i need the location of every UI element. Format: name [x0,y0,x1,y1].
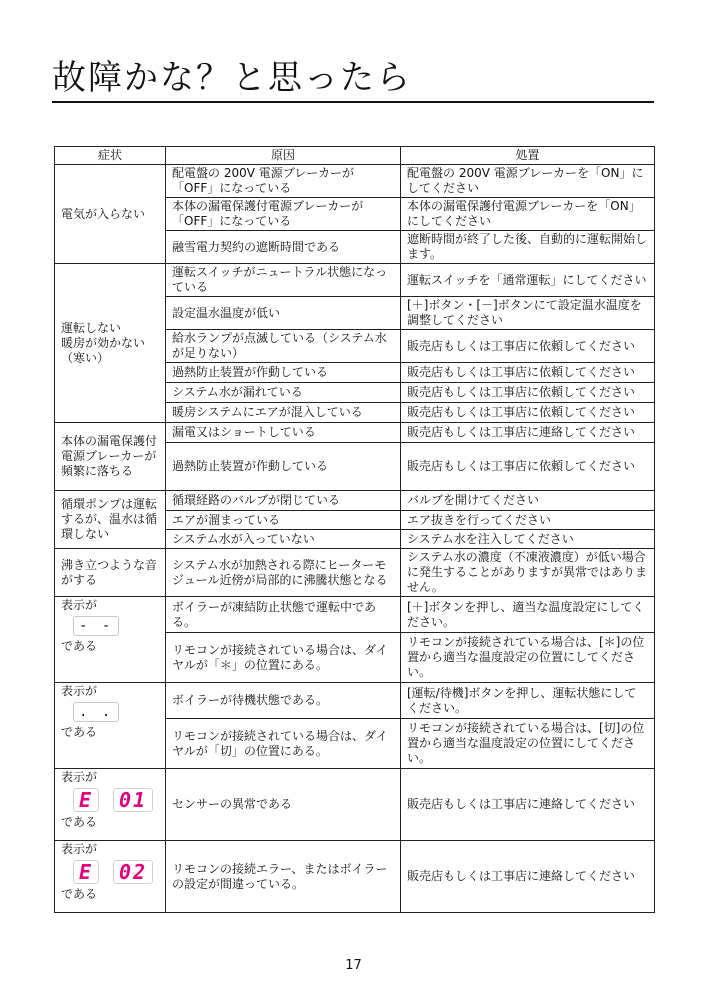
cause-cell: 融雪電力契約の遮断時間である [166,231,401,264]
symptom-suffix: である [61,725,98,739]
cause-cell: 過熱防止装置が作動している [166,443,401,491]
remedy-cell: 運転スイッチを「通常運転」にしてください [401,264,655,297]
remedy-cell: 配電盤の 200V 電源ブレーカーを「ON」にしてください [401,165,655,198]
remedy-cell: 本体の漏電保護付電源ブレーカーを「ON」にしてください [401,198,655,231]
table-row [55,165,655,198]
table-row [55,423,655,443]
header-remedy: 処置 [401,147,655,165]
remedy-cell: 販売店もしくは工事店に依頼してください [401,330,655,363]
cause-cell: 漏電又はショートしている [166,423,401,443]
error-display-e02 [61,857,159,887]
remedy-cell: 販売店もしくは工事店に依頼してください [401,383,655,403]
remedy-cell: 販売店もしくは工事店に依頼してください [401,443,655,491]
symptom-suffix: である [61,815,98,829]
symptom-prefix: 表示が [61,598,98,612]
remedy-cell: [＋]ボタン・[－]ボタンにて設定温水温度を調整してください [401,297,655,330]
cause-cell: リモコンが接続されている場合は、ダイヤルが「切」の位置にある。 [166,719,401,769]
cause-cell: ボイラーが凍結防止状態で運転中である。 [166,597,401,633]
remedy-cell: 販売店もしくは工事店に連絡してください [401,423,655,443]
remedy-cell: エア抜きを行ってください [401,511,655,530]
cause-cell: ボイラーが待機状態である。 [166,683,401,719]
symptom-cell [55,683,166,769]
page-title: 故障かな？と思ったら [52,58,412,98]
table-row [55,683,655,719]
remedy-cell: システム水を注入してください [401,530,655,549]
remedy-cell: [運転/待機]ボタンを押し、運転状態にしてください。 [401,683,655,719]
symptom-cell: 本体の漏電保護付電源ブレーカーが頻繁に落ちる [55,423,166,491]
table-row [55,597,655,633]
symptom-cell [55,769,166,841]
title-underline [52,101,654,103]
display-e-icon: E [73,788,99,812]
symptom-cell [55,841,166,913]
display-code-icon: 02 [113,860,153,884]
remedy-cell: 販売店もしくは工事店に依頼してください [401,403,655,423]
cause-cell: センサーの異常である [166,769,401,841]
remedy-cell: 販売店もしくは工事店に連絡してください [401,841,655,913]
symptom-cell [55,597,166,683]
cause-cell: リモコンが接続されている場合は、ダイヤルが「＊」の位置にある。 [166,633,401,683]
remedy-cell: バルブを開けてください [401,491,655,511]
symptom-cell: 沸き立つような音がする [55,549,166,597]
cause-cell: 循環経路のバルブが閉じている [166,491,401,511]
symptom-prefix: 表示が [61,770,98,784]
table-row [55,549,655,597]
cause-cell: 暖房システムにエアが混入している [166,403,401,423]
cause-cell: 設定温水温度が低い [166,297,401,330]
cause-cell: 本体の漏電保護付電源ブレーカーが「OFF」になっている [166,198,401,231]
table-row [55,264,655,297]
symptom-prefix: 表示が [61,684,98,698]
table-header-row [55,147,655,165]
symptom-suffix: である [61,887,98,901]
troubleshooting-table [54,146,655,913]
remedy-cell: リモコンが接続されている場合は、[切]の位置から適当な温度設定の位置にしてください。 [401,719,655,769]
cause-cell: システム水が漏れている [166,383,401,403]
cause-cell: システム水が入っていない [166,530,401,549]
symptom-cell: 運転しない 暖房が効かない （寒い） [55,264,166,423]
cause-cell: 運転スイッチがニュートラル状態になっている [166,264,401,297]
remedy-cell: リモコンが接続されている場合は、[＊]の位置から適当な温度設定の位置にしてください。 [401,633,655,683]
header-cause: 原因 [166,147,401,165]
cause-cell: 給水ランプが点滅している（システム水が足りない） [166,330,401,363]
remedy-cell: 遮断時間が終了した後、自動的に運転開始します。 [401,231,655,264]
table-row [55,769,655,841]
remedy-cell: [＋]ボタンを押し、適当な温度設定にしてください。 [401,597,655,633]
remedy-cell: 販売店もしくは工事店に依頼してください [401,363,655,383]
table-row [55,491,655,511]
header-symptom: 症状 [55,147,166,165]
symptom-prefix: 表示が [61,842,98,856]
symptom-cell: 電気が入らない [55,165,166,264]
cause-cell: 過熱防止装置が作動している [166,363,401,383]
cause-cell: 配電盤の 200V 電源ブレーカーが「OFF」になっている [166,165,401,198]
table-row [55,841,655,913]
page-number: 17 [345,958,362,973]
cause-cell: システム水が加熱される際にヒーターモジュール近傍が局部的に沸騰状態となる [166,549,401,597]
display-e-icon: E [73,860,99,884]
display-dot-icon: . . [73,702,119,722]
cause-cell: リモコンの接続エラー、またはボイラーの設定が間違っている。 [166,841,401,913]
display-code-icon: 01 [113,788,153,812]
symptom-suffix: である [61,639,98,653]
cause-cell: エアが溜まっている [166,511,401,530]
display-dash-icon: - - [73,616,119,636]
symptom-cell: 循環ポンプは運転するが、温水は循環しない [55,491,166,549]
error-display-e01 [61,785,159,815]
remedy-cell: 販売店もしくは工事店に連絡してください [401,769,655,841]
remedy-cell: システム水の濃度（不凍液濃度）が低い場合に発生することがありますが異常ではありません。 [401,549,655,597]
